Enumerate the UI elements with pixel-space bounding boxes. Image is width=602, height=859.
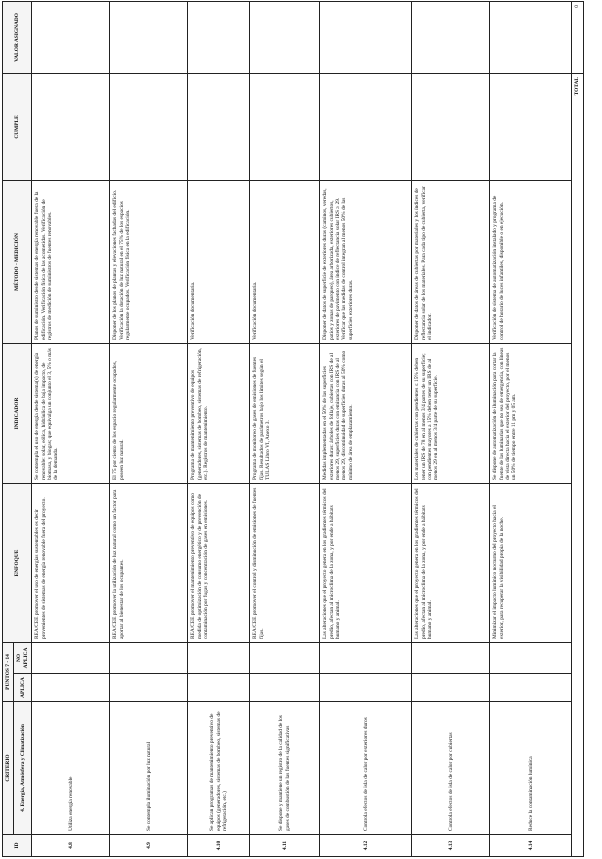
header-cumple: CUMPLE (3, 73, 32, 180)
table-body (32, 1, 572, 856)
row-enfoque: REA/CEE promover el uso de energías sustentables es decir provenientes de sistemas de energía renovable fuera del proyecto. (32, 483, 110, 642)
row-indicador: Medidas implementadas en el 50% de las superficies exteriores duras: árboles de follaje, cubiertas con IRS de al menos 29, superficies duras con emitancia con IRS de al menos 29, discontinuidad de superficies duras al 50% como mínimo de área de emplazamiento. (320, 343, 412, 483)
table-row (250, 1, 320, 856)
row-metodo: Disponer de datos de áreas de cubiertas por materiales y los índices de reflectancia solar de los materiales. Para cada tipo de cubierta, verificar el indicador. (412, 180, 490, 343)
row-cumple (320, 73, 412, 180)
row-aplica (188, 674, 250, 702)
row-id: 4.9 (110, 835, 188, 857)
header-enfoque: ENFOQUE (3, 483, 32, 642)
row-indicador: Programa de monitoreo de gases de emisiones de fuentes fijas. Resultados de parámetros bajo los límites según el TULAS Libro VI, Anexo 3. (250, 343, 320, 483)
row-no-aplica (490, 642, 572, 673)
row-enfoque: Minimizar el impacto lumínico nocturno del proyecto hacia el exterior, para recuperar la visibilidad propia de la noche. (490, 483, 572, 642)
header-valor: VALOR ASIGNADO (3, 1, 32, 73)
row-valor (188, 1, 250, 73)
row-criterio: Controla efectos de isla de calor por cubiertas (412, 702, 490, 835)
row-valor (320, 1, 412, 73)
row-no-aplica (110, 642, 188, 673)
total-value: 0 (572, 1, 583, 73)
table-row (412, 1, 490, 856)
row-cumple (32, 73, 110, 180)
row-valor (110, 1, 188, 73)
row-cumple (188, 73, 250, 180)
row-enfoque: REA/CEE promover el control y disminución de emisiones de fuentes fijas. (250, 483, 320, 642)
row-id: 4.10 (188, 835, 250, 857)
row-indicador: El 75 por ciento de los espacio regularmente ocupados, poseen luz natural. (110, 343, 188, 483)
table-row (320, 1, 412, 856)
row-criterio: Se contempla iluminación por luz natural (110, 702, 188, 835)
row-aplica (110, 674, 188, 702)
header-criterio: CRITERIO (3, 702, 14, 835)
table-row (490, 1, 572, 856)
row-indicador: Se contempla el uso de energía desde sistema(s) de energía renovable: solar, eólica, hidráulica de baja impacto, de biomasa, y biogas; que equivalga un conjunto el 3, 5% o más de la demanda. (32, 343, 110, 483)
row-aplica (250, 674, 320, 702)
row-metodo: Disponer de los planos de plantas y elevaciones fachadas del edificio. Verificación la dotación de luz natural en el 75% de los espacios regularmente ocupados. Verificación física en la edificación. (110, 180, 188, 343)
row-indicador: Se dispone de automatización de iluminación para cortar la fuente de las luminarias que no sea de emergencia, con líneas de vista directa hacia el exterior del proyecto, por el menos un 50% de tiempo entre 11 pm y 05 am. (490, 343, 572, 483)
row-cumple (110, 73, 188, 180)
row-aplica (412, 674, 490, 702)
row-criterio: Se aplican programas de mantenimiento preventivo de equipos (generadores, sistemas de bombeo, sistemas de refrigeración, etc.) (188, 702, 250, 835)
row-id: 4.13 (412, 835, 490, 857)
row-valor (250, 1, 320, 73)
row-aplica (490, 674, 572, 702)
row-enfoque: REA/CEE promover la utilización de luz natural como un factor para aportar al bienestar de los ocupantes. (110, 483, 188, 642)
row-id: 4.11 (250, 835, 320, 857)
header-puntos: PUNTOS 7 - 14 (3, 642, 14, 701)
row-valor (412, 1, 490, 73)
row-no-aplica (250, 642, 320, 673)
row-metodo: Verificación de sistema de automatización instalado y programa de control de horario de luces infantiles, disponible o en ejecución. (490, 180, 572, 343)
row-cumple (490, 73, 572, 180)
row-metodo: Verificación documentaria. (250, 180, 320, 343)
row-enfoque: Las alteraciones que el proyecto genera en los gradientes térmicos del predio, afectan al microclima de la zona, y por ende a hábitats humano y animal. (412, 483, 490, 642)
row-no-aplica (320, 642, 412, 673)
row-criterio: Controla efectos de isla de calor por exteriores duros (320, 702, 412, 835)
row-cumple (250, 73, 320, 180)
row-no-aplica (188, 642, 250, 673)
row-valor (32, 1, 110, 73)
row-criterio: Se dispone y mantiene un registro de la calidad de los gases de combustión de las fuentes significativas (250, 702, 320, 835)
criteria-table (2, 1, 584, 857)
row-criterio: Reduce la contaminación lumínica (490, 702, 572, 835)
row-no-aplica (412, 642, 490, 673)
row-valor (490, 1, 572, 73)
header-id: ID (3, 835, 32, 857)
total-label: TOTAL (572, 73, 583, 856)
table-row (32, 1, 110, 856)
row-indicador: Los materiales de cubiertas con pendientes ≤ 15% deben tener un IRS de 78 en al menos 3/4 partes de su superficie; con pendientes mayores a 15% deben tener un IRS de al menos 29 en al menos 3/4 parte de su superficie. (412, 343, 490, 483)
row-no-aplica (32, 642, 110, 673)
header-metodo: MÉTODO - MEDICIÓN (3, 180, 32, 343)
row-metodo: Verificación documentaria. (188, 180, 250, 343)
row-aplica (32, 674, 110, 702)
row-metodo: Planos de suministro desde sistemas de energía renovable fuera de la edificación. Verificación física de las acometidas. Verificación de registros de medición de suministros de fuentes renovables. (32, 180, 110, 343)
row-aplica (320, 674, 412, 702)
header-indicador: INDICADOR (3, 343, 32, 483)
header-section: 4. Energía, Atmósfera y Climatización (14, 702, 32, 835)
row-enfoque: REA/CEE promover el mantenimiento preventivo de equipos como medida de optimización de consumo energético y de prevención de contaminación por fugas y concentración de gases en emisiones. (188, 483, 250, 642)
row-enfoque: Las alteraciones que el proyecto genera en los gradientes térmicos del predio, afectan al microclima de la zona, y por ende a hábitats humano y animal. (320, 483, 412, 642)
table-row (110, 1, 188, 856)
table-row (188, 1, 250, 856)
header-no-aplica: NO APLICA (14, 642, 32, 673)
header-aplica: APLICA (14, 674, 32, 702)
row-id: 4.12 (320, 835, 412, 857)
row-indicador: Programa de mantenimiento preventivo de equipos (generadores, sistemas de bombeo, sistemas de refrigeración, etc.). Registros de mantenimiento. (188, 343, 250, 483)
row-metodo: Disponer de datos de superficie de exteriores duras (caminos, veredas, patios y zonas de parqueo), área arborizada, exteriores cubiertos, exteriores de pavimento con índice de reflectancia solar IRS ≥ 29. Verificar que las medidas de control integran al menos 50% de las superficies exteriores duras. (320, 180, 412, 343)
row-criterio: Utiliza energía renovable (32, 702, 110, 835)
row-id: 4.14 (490, 835, 572, 857)
row-cumple (412, 73, 490, 180)
row-id: 4.8 (32, 835, 110, 857)
